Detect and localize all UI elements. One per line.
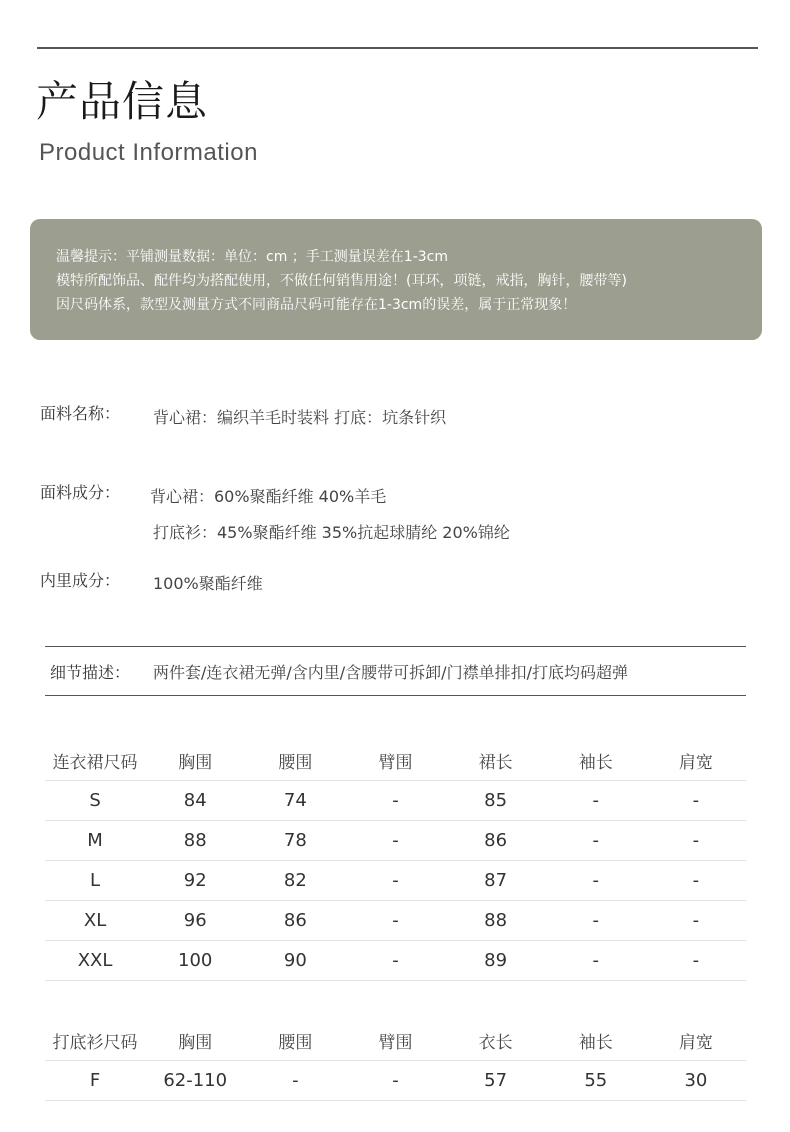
table-header-cell: 裙长	[446, 741, 546, 781]
composition-label: 面料成分：	[40, 483, 121, 502]
table-cell: -	[546, 781, 646, 821]
table-header-cell: 臂围	[345, 1021, 445, 1061]
table-cell: 86	[446, 821, 546, 861]
table-cell: 88	[145, 821, 245, 861]
table-row	[45, 941, 746, 981]
table-cell: 30	[646, 1061, 746, 1101]
top-divider	[37, 47, 758, 49]
table-header-cell: 连衣裙尺码	[45, 741, 145, 781]
table-header-cell: 腰围	[245, 1021, 345, 1061]
notice-line: 温馨提示：平铺测量数据：单位：cm ；手工测量误差在1-3cm	[56, 249, 448, 265]
table-header-cell: 袖长	[546, 741, 646, 781]
details-label: 细节描述：	[50, 663, 131, 682]
table-row	[45, 781, 746, 821]
table-cell: -	[546, 901, 646, 941]
shirt-size-table	[45, 1021, 746, 1101]
notice-line: 模特所配饰品、配件均为搭配使用，不做任何销售用途！(耳环，项链，戒指，胸针，腰带等)	[56, 273, 627, 289]
notice-line: 因尺码体系，款型及测量方式不同商品尺码可能存在1-3cm的误差，属于正常现象！	[56, 297, 577, 313]
table-cell: -	[245, 1061, 345, 1101]
table-header-cell: 袖长	[546, 1021, 646, 1061]
table-cell: 78	[245, 821, 345, 861]
table-cell: 96	[145, 901, 245, 941]
table-cell: -	[646, 941, 746, 981]
table-cell: M	[45, 821, 145, 861]
table-cell: -	[646, 781, 746, 821]
table-header-cell: 肩宽	[646, 1021, 746, 1061]
table-cell: -	[646, 901, 746, 941]
table-cell: 92	[145, 861, 245, 901]
details-value: 两件套/连衣裙无弹/含内里/含腰带可拆卸/门襟单排扣/打底均码超弹	[153, 663, 628, 682]
fabric-name-value: 背心裙：编织羊毛时装料 打底：坑条针织	[153, 408, 447, 427]
table-cell: -	[646, 821, 746, 861]
table-cell: -	[646, 861, 746, 901]
table-cell: 100	[145, 941, 245, 981]
table-cell: 89	[446, 941, 546, 981]
table-cell: -	[345, 1061, 445, 1101]
table-header-cell: 臂围	[345, 741, 445, 781]
table-row	[45, 901, 746, 941]
table-cell: 90	[245, 941, 345, 981]
table-cell: -	[546, 821, 646, 861]
table-cell: 86	[245, 901, 345, 941]
table-cell: 84	[145, 781, 245, 821]
table-cell: -	[345, 781, 445, 821]
notice-box	[30, 219, 762, 340]
table-cell: 85	[446, 781, 546, 821]
table-header-cell: 打底衫尺码	[45, 1021, 145, 1061]
table-cell: F	[45, 1061, 145, 1101]
details-section	[45, 646, 746, 696]
table-cell: -	[345, 941, 445, 981]
lining-value: 100%聚酯纤维	[153, 574, 263, 593]
table-cell: -	[546, 941, 646, 981]
dress-size-table	[45, 741, 746, 981]
table-cell: L	[45, 861, 145, 901]
page-subtitle: Product Information	[39, 139, 258, 166]
table-header-cell: 胸围	[145, 741, 245, 781]
composition-shirt-value: 打底衫：45%聚酯纤维 35%抗起球腈纶 20%锦纶	[153, 523, 510, 542]
table-cell: -	[345, 901, 445, 941]
table-cell: -	[345, 861, 445, 901]
table-cell: -	[546, 861, 646, 901]
table-cell: 57	[446, 1061, 546, 1101]
table-header-cell: 肩宽	[646, 741, 746, 781]
table-cell: 87	[446, 861, 546, 901]
table-header-cell: 衣长	[446, 1021, 546, 1061]
table-row	[45, 861, 746, 901]
table-header-cell: 胸围	[145, 1021, 245, 1061]
table-cell: S	[45, 781, 145, 821]
table-row	[45, 821, 746, 861]
table-cell: 88	[446, 901, 546, 941]
table-cell: 74	[245, 781, 345, 821]
table-header-row	[45, 741, 746, 781]
table-cell: XXL	[45, 941, 145, 981]
composition-dress-value: 背心裙：60%聚酯纤维 40%羊毛	[150, 487, 387, 506]
table-header-cell: 腰围	[245, 741, 345, 781]
fabric-name-label: 面料名称：	[40, 404, 121, 423]
table-cell: 82	[245, 861, 345, 901]
table-header-row	[45, 1021, 746, 1061]
table-cell: 62-110	[145, 1061, 245, 1101]
table-cell: XL	[45, 901, 145, 941]
lining-label: 内里成分：	[40, 571, 121, 590]
table-row	[45, 1061, 746, 1101]
page-title: 产品信息	[36, 77, 209, 126]
table-cell: 55	[546, 1061, 646, 1101]
table-cell: -	[345, 821, 445, 861]
